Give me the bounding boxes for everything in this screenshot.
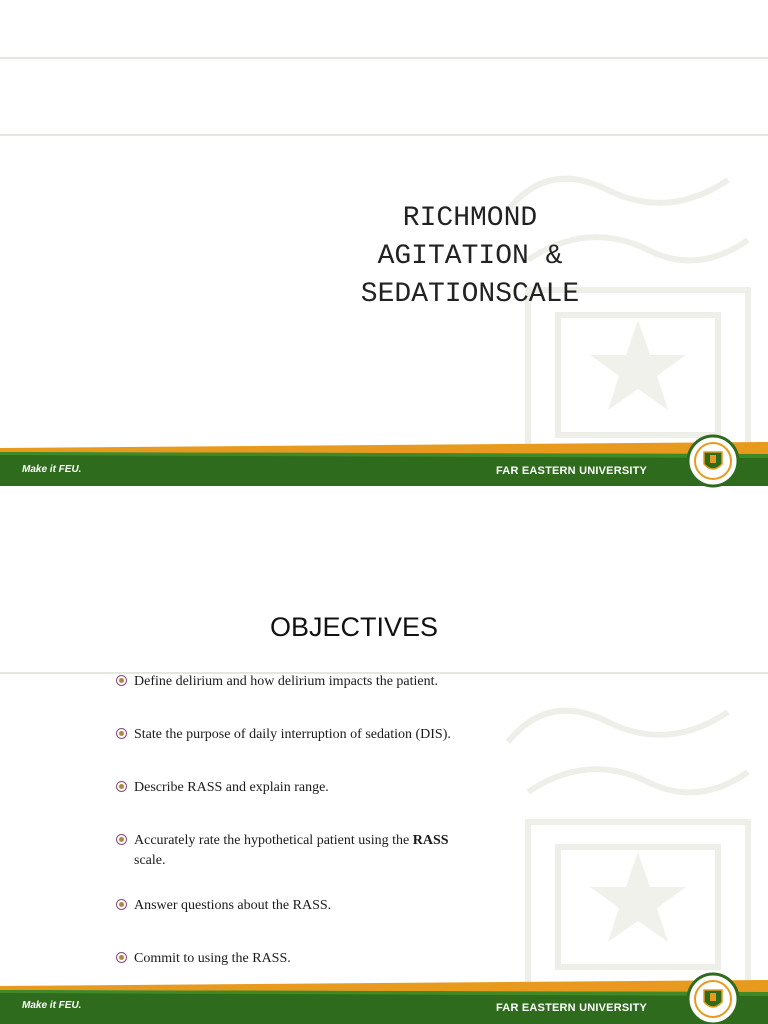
footer-tagline: Make it FEU. [22, 464, 82, 475]
footer-band [0, 976, 768, 1024]
list-item: Answer questions about the RASS. [116, 896, 536, 916]
bullet-circle-icon [116, 675, 127, 686]
footer-tagline: Make it FEU. [22, 1000, 82, 1011]
bullet-circle-icon [116, 781, 127, 792]
footer-band [0, 438, 768, 488]
bullet-circle-icon [116, 728, 127, 739]
objectives-slide [0, 512, 768, 1024]
bullet-circle-icon [116, 952, 127, 963]
slide-heading: OBJECTIVES [270, 612, 439, 642]
top-divider [0, 57, 768, 59]
list-item: Define delirium and how delirium impacts the patient. [116, 672, 536, 692]
feu-seal-icon [686, 434, 740, 488]
header-divider [0, 134, 768, 136]
list-item: Describe RASS and explain range. [116, 778, 536, 798]
list-item: State the purpose of daily interruption of sedation (DIS). [116, 725, 536, 745]
list-item: Accurately rate the hypothetical patient using the RASS scale. [116, 831, 536, 871]
feu-seal-icon [686, 972, 740, 1024]
bullet-circle-icon [116, 834, 127, 845]
footer-institution: FAR EASTERN UNIVERSITY [496, 465, 648, 477]
bullet-circle-icon [116, 899, 127, 910]
slide-title: RICHMOND AGITATION & SEDATIONSCALE [360, 203, 580, 310]
footer-institution: FAR EASTERN UNIVERSITY [496, 1002, 648, 1014]
list-item: Commit to using the RASS. [116, 949, 536, 969]
objectives-list [116, 672, 536, 1002]
